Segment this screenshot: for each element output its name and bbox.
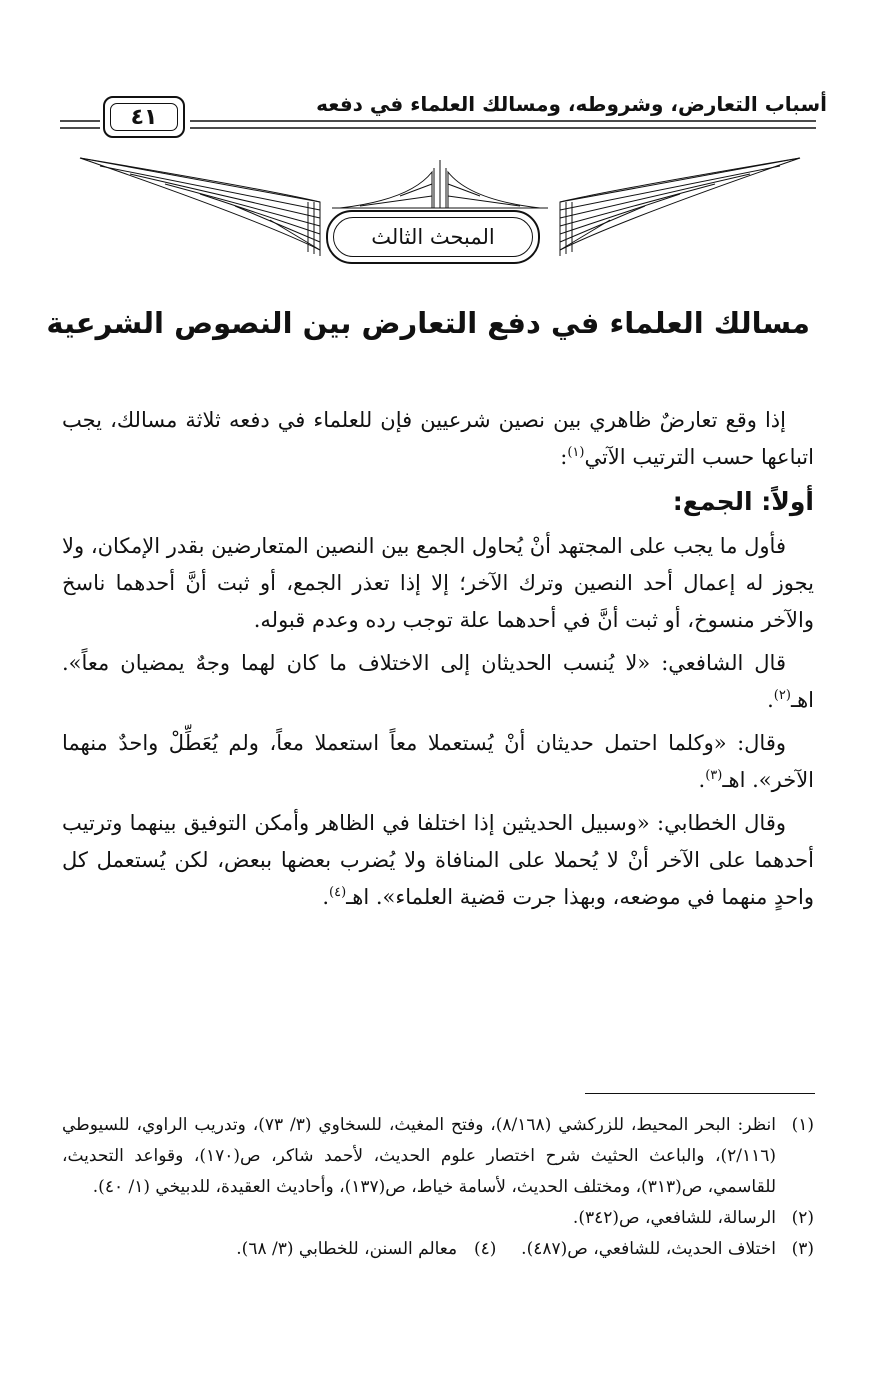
footnote-number: (١) <box>791 1115 814 1135</box>
footnote-3-4 <box>62 1234 814 1265</box>
paragraph-1: فأول ما يجب على المجتهد أنْ يُحاول الجمع بين النصين المتعارضين بقدر الإمكان، ولا يجوز له إعمال أحد النصين وترك الآخر؛ إلا إذا تعذر الجمع، أو ثبت أنَّ أحدهما ناسخ والآخر منسوخ، أو ثبت أنَّ في أحدهما علة توجب رده وعدم قبوله. <box>62 534 814 632</box>
section-label-inner-frame <box>333 217 533 257</box>
footnote-text: انظر: البحر المحيط، للزركشي (٨/١٦٨)، وفتح المغيث، للسخاوي (٣/ ٧٣)، وتدريب الراوي، للسيوطي (٢/١١٦)، والباعث الحثيث شرح اختصار علوم الحديث، لأحمد شاكر، ص(١٧٠)، وقواعد التحديث، للقاسمي، ص(٣١٣)، ومختلف الحديث، لأسامة خياط، ص(١٣٧)، وأحاديث العقيدة، للدبيخي (١/ ٤٠). <box>62 1115 776 1197</box>
footnote-number: (٤) <box>473 1239 497 1259</box>
running-header-title: أسباب التعارض، وشروطه، ومسالك العلماء في دفعه <box>316 92 827 116</box>
footnote-number: (٢) <box>791 1208 814 1228</box>
footnote-ref: (٣) <box>705 768 723 783</box>
paragraph-3: وقال: «وكلما احتمل حديثان أنْ يُستعملا معاً استعملا معاً، ولم يُعَطِّلْ واحدٌ منهما الآخر». اهـ$^{(٣)}$. <box>62 731 814 792</box>
page-number-frame <box>103 96 185 138</box>
footnote-number: (٣) <box>791 1239 814 1259</box>
intro-paragraph: إذا وقع تعارضٌ ظاهري بين نصين شرعيين فإن للعلماء في دفعه ثلاثة مسالك، يجب اتباعها حسب الترتيب الآتي$^{(١)}$: <box>62 408 814 469</box>
paragraph-4: وقال الخطابي: «وسبيل الحديثين إذا اختلفا في الظاهر وأمكن التوفيق بينهما وترتيب أحدهما على الآخر أنْ لا يُحملا على المنافاة ولا يُضرب بعضها ببعض، لكن يُستعمل كل واحدٍ منهما في موضعه، وبهذا جرت قضية العلماء». اهـ$^{(٤)}$. <box>62 811 814 909</box>
footnote-ref: (١) <box>567 445 585 460</box>
section-label <box>326 210 540 264</box>
section-label-text: المبحث الثالث <box>371 225 495 249</box>
footnote-text: الرسالة، للشافعي، ص(٣٤٢). <box>572 1208 776 1228</box>
section-title: مسالك العلماء في دفع التعارض بين النصوص الشرعية <box>46 306 810 340</box>
footnote-separator <box>585 1093 815 1094</box>
footnote-ref: (٢) <box>773 688 791 703</box>
subheading-first: أولاً: الجمع: <box>672 487 814 516</box>
footnote-text: معالم السنن، للخطابي (٣/ ٦٨). <box>236 1239 458 1259</box>
main-text <box>62 402 814 922</box>
footnote-1 <box>62 1110 814 1203</box>
footnote-2 <box>62 1203 814 1234</box>
paragraph-2: قال الشافعي: «لا يُنسب الحديثان إلى الاختلاف ما كان لهما وجهٌ يمضيان معاً». اهـ$^{(٢)}$. <box>62 651 814 712</box>
page-number: ٤١ <box>110 103 178 131</box>
footnote-ref: (٤) <box>329 885 347 900</box>
footnote-text: اختلاف الحديث، للشافعي، ص(٤٨٧). <box>521 1239 776 1259</box>
footnotes <box>62 1110 814 1265</box>
